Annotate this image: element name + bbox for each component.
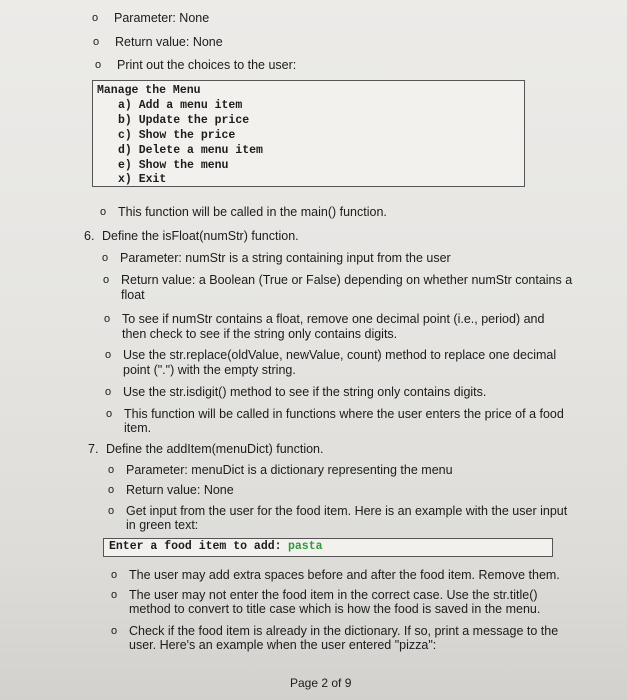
- bullet-marker: o: [108, 484, 115, 496]
- bullet-text-cont: then check to see if the string only contains digits.: [122, 327, 398, 341]
- bullet-text-cont: user. Here's an example when the user entered "pizza":: [129, 638, 437, 652]
- bullet-text: The user may add extra spaces before and after the food item. Remove them.: [129, 568, 560, 582]
- bullet-marker: o: [108, 464, 115, 476]
- menu-item-c: c) Show the price: [118, 129, 236, 142]
- bullet-text-cont: float: [121, 288, 145, 302]
- bullet-text: To see if numStr contains a float, remove one decimal point (i.e., period) and: [122, 312, 545, 326]
- bullet-text: Return value: None: [126, 483, 234, 497]
- bullet-marker: o: [111, 589, 118, 601]
- bullet-text: Use the str.isdigit() method to see if the string only contains digits.: [123, 385, 487, 399]
- section-heading: Define the isFloat(numStr) function.: [102, 229, 299, 243]
- bullet-marker: o: [105, 386, 112, 398]
- menu-item-b: b) Update the price: [118, 114, 250, 127]
- bullet-text: Parameter: numStr is a string containing input from the user: [120, 251, 451, 265]
- menu-item-x: x) Exit: [118, 173, 167, 186]
- page-number: Page 2 of 9: [290, 676, 352, 690]
- section-number: 7.: [88, 442, 99, 456]
- bullet-marker: o: [95, 59, 102, 71]
- menu-code-box: [92, 80, 525, 187]
- bullet-text: Return value: None: [115, 35, 223, 49]
- menu-item-a: a) Add a menu item: [118, 99, 243, 112]
- bullet-text: Get input from the user for the food item. Here is an example with the user input: [126, 504, 568, 518]
- bullet-text: Return value: a Boolean (True or False) depending on whether numStr contains a: [121, 273, 573, 287]
- bullet-text: Parameter: menuDict is a dictionary representing the menu: [126, 463, 453, 477]
- bullet-text-cont: method to convert to title case which is how the food is saved in the menu.: [129, 602, 541, 616]
- bullet-marker: o: [103, 274, 110, 286]
- bullet-text-cont: point (".") with the empty string.: [123, 363, 296, 377]
- menu-item-d: d) Delete a menu item: [118, 144, 263, 157]
- bullet-marker: o: [100, 206, 107, 218]
- section-number: 6.: [84, 229, 95, 243]
- bullet-marker: o: [92, 12, 99, 24]
- bullet-marker: o: [111, 625, 118, 637]
- input-prompt: Enter a food item to add:: [109, 540, 282, 553]
- bullet-marker: o: [104, 313, 111, 325]
- bullet-marker: o: [111, 569, 118, 581]
- input-example-box: [103, 538, 553, 557]
- section-heading: Define the addItem(menuDict) function.: [106, 442, 324, 456]
- user-input-text: pasta: [288, 540, 323, 553]
- bullet-text: The user may not enter the food item in the correct case. Use the str.title(): [129, 588, 538, 602]
- bullet-marker: o: [106, 408, 113, 420]
- bullet-text-cont: in green text:: [126, 518, 199, 532]
- bullet-marker: o: [102, 252, 109, 264]
- bullet-text: Parameter: None: [114, 11, 210, 25]
- bullet-marker: o: [108, 505, 115, 517]
- bullet-text: Check if the food item is already in the dictionary. If so, print a message to the: [129, 624, 559, 638]
- bullet-text: Use the str.replace(oldValue, newValue, count) method to replace one decimal: [123, 348, 557, 362]
- bullet-text: This function will be called in functions where the user enters the price of a food: [124, 407, 564, 421]
- menu-title: Manage the Menu: [97, 84, 201, 97]
- bullet-text-cont: item.: [124, 421, 152, 435]
- bullet-marker: o: [105, 349, 112, 361]
- bullet-marker: o: [93, 36, 100, 48]
- bullet-text: This function will be called in the main() function.: [118, 205, 387, 219]
- bullet-text: Print out the choices to the user:: [117, 58, 297, 72]
- menu-item-e: e) Show the menu: [118, 159, 229, 172]
